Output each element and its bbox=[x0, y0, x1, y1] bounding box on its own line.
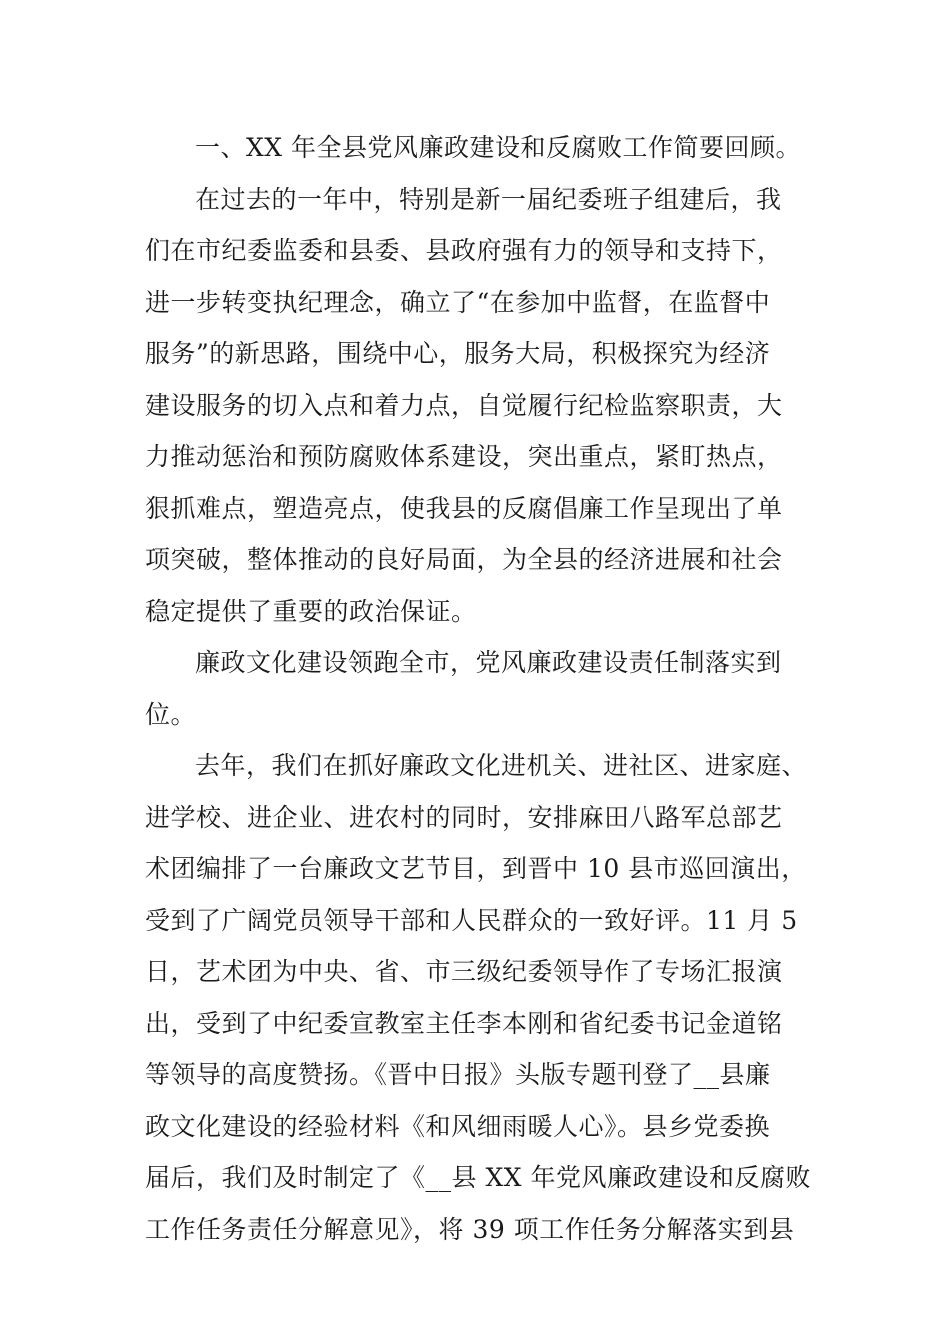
text-line: 政文化建设的经验材料《和风细雨暖人心》。县乡党委换 bbox=[145, 1111, 771, 1141]
text-line: 廉政文化建设领跑全市，党风廉政建设责任制落实到 bbox=[195, 648, 782, 677]
text-line: 届后，我们及时制定了《__县 XX 年党风廉政建设和反腐败 bbox=[145, 1163, 811, 1192]
text-line: 力推动惩治和预防腐败体系建设，突出重点，紧盯热点， bbox=[145, 442, 783, 471]
document-body bbox=[145, 122, 811, 1255]
text-line: 一、XX 年全县党风廉政建设和反腐败工作简要回顾。 bbox=[195, 133, 802, 162]
text-line: 稳定提供了重要的政治保证。 bbox=[145, 596, 477, 626]
text-line: 在过去的一年中，特别是新一届纪委班子组建后，我 bbox=[195, 184, 782, 214]
text-line: 服务”的新思路，围绕中心，服务大局，积极探究为经济 bbox=[145, 339, 771, 368]
text-line: 受到了广阔党员领导干部和人民群众的一致好评。11 月 5 bbox=[145, 905, 798, 935]
text-line: 出，受到了中纪委宣教室主任李本刚和省纪委书记金道铭 bbox=[145, 1008, 783, 1038]
text-line: 建设服务的切入点和着力点，自觉履行纪检监察职责，大 bbox=[145, 390, 783, 420]
text-line: 术团编排了一台廉政文艺节目，到晋中 10 县市巡回演出， bbox=[145, 854, 807, 883]
text-line: 狠抓难点，塑造亮点，使我县的反腐倡廉工作呈现出了单 bbox=[145, 493, 783, 523]
text-line: 等领导的高度赞扬。《晋中日报》头版专题刊登了__县廉 bbox=[145, 1060, 771, 1089]
text-line: 位。 bbox=[145, 699, 197, 729]
text-line: 去年，我们在抓好廉政文化进机关、进社区、进家庭、 bbox=[195, 751, 808, 780]
text-line: 日，艺术团为中央、省、市三级纪委领导作了专场汇报演 bbox=[145, 957, 783, 986]
text-line: 进学校、进企业、进农村的同时，安排麻田八路军总部艺 bbox=[145, 802, 783, 832]
text-line: 进一步转变执纪理念，确立了“在参加中监督，在监督中 bbox=[145, 287, 771, 317]
text-line: 项突破，整体推动的良好局面，为全县的经济进展和社会 bbox=[145, 545, 783, 574]
text-line: 工作任务责任分解意见》，将 39 项工作任务分解落实到县 bbox=[145, 1214, 795, 1244]
text-line: 们在市纪委监委和县委、县政府强有力的领导和支持下， bbox=[145, 236, 783, 265]
